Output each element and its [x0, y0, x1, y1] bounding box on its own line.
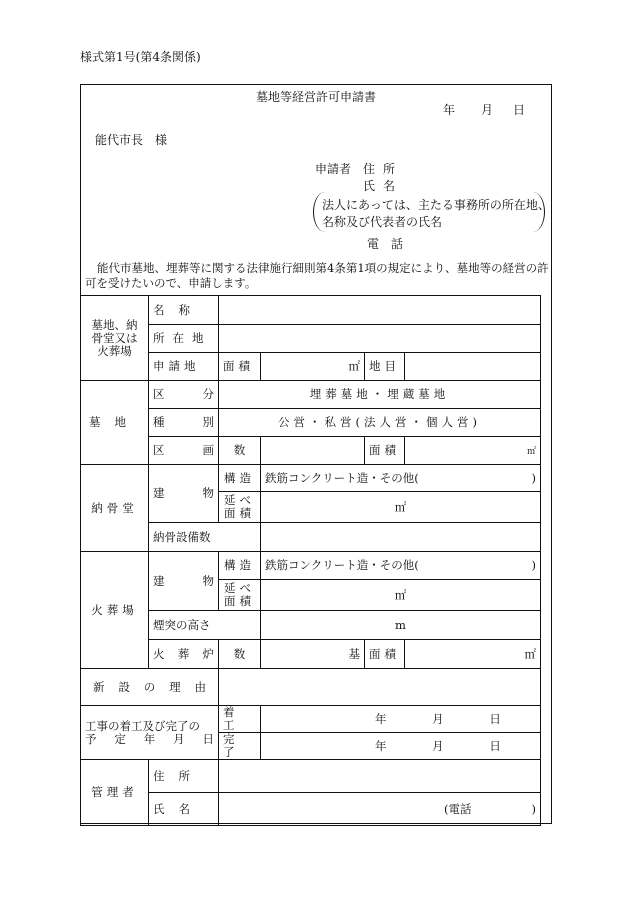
- manager-address-label: 住所: [149, 760, 219, 793]
- crematorium-section-label: 火葬場: [81, 552, 149, 669]
- site-location-field[interactable]: [219, 325, 541, 353]
- ossuary-floor-area-label: 延べ 面積: [219, 492, 261, 523]
- applied-land-area-field[interactable]: ㎡: [261, 353, 365, 381]
- details-table: [80, 295, 541, 826]
- crematorium-floor-area-label: 延べ 面積: [219, 580, 261, 611]
- cemetery-type-label: 種別: [149, 409, 219, 437]
- site-location-label: 所在地: [149, 325, 219, 353]
- manager-section-label: 管理者: [81, 760, 149, 826]
- cemetery-division-value[interactable]: 埋葬墓地・埋蔵墓地: [219, 381, 541, 409]
- furnace-count-field[interactable]: 基: [261, 640, 365, 669]
- manager-name-field[interactable]: ) (電話: [219, 793, 541, 826]
- chimney-height-field[interactable]: m: [261, 611, 541, 640]
- land-category-label: 地目: [365, 353, 405, 381]
- ossuary-building-label: 建物: [149, 465, 219, 523]
- furnace-area-label: 面積: [365, 640, 405, 669]
- land-category-field[interactable]: [405, 353, 541, 381]
- new-establishment-reason-label: 新設の理由: [81, 669, 219, 706]
- intro-paragraph: 能代市墓地、埋葬等に関する法律施行細則第4条第1項の規定により、墓地等の経営の許可を受けたいので、申請します。: [85, 261, 549, 290]
- construction-start-date-field[interactable]: 年 月 日: [261, 706, 541, 733]
- ossuary-floor-area-field[interactable]: ㎡: [261, 492, 541, 523]
- crematorium-floor-area-field[interactable]: ㎡: [261, 580, 541, 611]
- cemetery-plots-label: 区画: [149, 437, 219, 465]
- crematorium-structure-label: 構造: [219, 552, 261, 580]
- application-form: [80, 84, 552, 824]
- site-name-label: 名称: [149, 296, 219, 325]
- corporate-note-line2: 名称及び代表者の氏名: [322, 215, 443, 229]
- new-establishment-reason-field[interactable]: [219, 669, 541, 706]
- furnace-label: 火葬炉: [149, 640, 219, 669]
- ossuary-section-label: 納骨堂: [81, 465, 149, 552]
- form-title: 墓地等経営許可申請書: [255, 90, 376, 104]
- cemetery-section-label: 墓地: [81, 381, 149, 465]
- construction-start-label: 着工: [219, 706, 261, 733]
- cemetery-plot-count-label: 数: [219, 437, 261, 465]
- applicant-phone-label: 電話: [367, 237, 416, 251]
- site-name-field[interactable]: [219, 296, 541, 325]
- furnace-count-label: 数: [219, 640, 261, 669]
- applicant-label: 申請者: [315, 162, 352, 176]
- applicant-address-label: 住所: [363, 162, 404, 176]
- date-month-label: 月: [481, 103, 494, 117]
- construction-complete-label: 完了: [219, 733, 261, 760]
- addressee: 能代市長 様: [95, 133, 168, 147]
- ossuary-structure-value[interactable]: 鉄筋コンクリート造・その他( ): [261, 465, 541, 492]
- ossuary-equipment-count-field[interactable]: [261, 523, 541, 552]
- crematorium-building-label: 建物: [149, 552, 219, 611]
- ossuary-structure-label: 構造: [219, 465, 261, 492]
- crematorium-structure-value[interactable]: 鉄筋コンクリート造・その他( ): [261, 552, 541, 580]
- chimney-height-label: 煙突の高さ: [149, 611, 261, 640]
- date-day-label: 日: [513, 103, 526, 117]
- applied-land-area-label: 面積: [219, 353, 261, 381]
- cemetery-type-value[interactable]: 公営・私営(法人営・個人営): [219, 409, 541, 437]
- ossuary-equipment-count-label: 納骨設備数: [149, 523, 261, 552]
- cemetery-area-label: 面積: [365, 437, 405, 465]
- form-number: 様式第1号(第4条関係): [80, 50, 201, 64]
- furnace-area-field[interactable]: ㎡: [405, 640, 541, 669]
- cemetery-division-label: 区分: [149, 381, 219, 409]
- applicant-name-label: 氏名: [363, 179, 404, 193]
- manager-name-label: 氏名: [149, 793, 219, 826]
- corporate-note-line1: 法人にあっては、主たる事務所の所在地、: [322, 198, 550, 212]
- site-section-label: 墓地、納 骨堂又は 火葬場: [81, 296, 149, 381]
- manager-address-field[interactable]: [219, 760, 541, 793]
- construction-complete-date-field[interactable]: 年 月 日: [261, 733, 541, 760]
- applied-land-label: 申請地: [149, 353, 219, 381]
- date-year-label: 年: [443, 103, 456, 117]
- construction-schedule-label: 工事の着工及び完了の 予定年月日: [81, 706, 219, 760]
- cemetery-area-field[interactable]: ㎡: [405, 437, 541, 465]
- cemetery-plot-count-field[interactable]: [261, 437, 365, 465]
